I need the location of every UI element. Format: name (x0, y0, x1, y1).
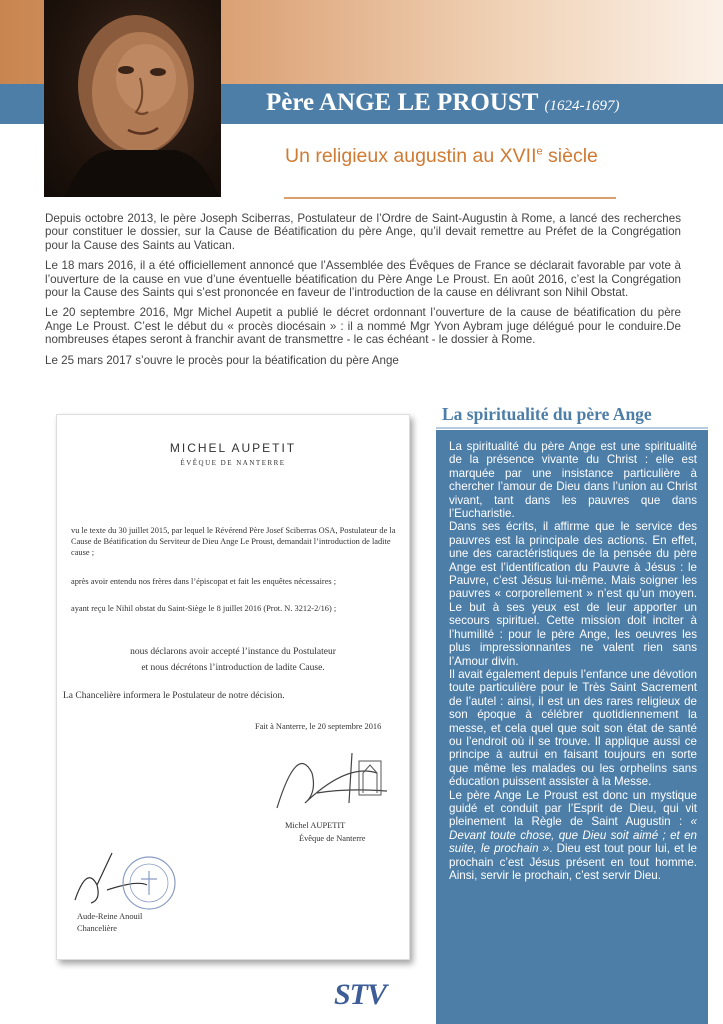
subtitle-divider (284, 197, 616, 199)
sidebar-title: La spiritualité du père Ange (442, 404, 652, 424)
portrait-illustration (44, 0, 221, 197)
letter-fait-a: Fait à Nanterre, le 20 septembre 2016 (255, 722, 382, 731)
subtitle-text-end: siècle (542, 145, 598, 167)
letter-chanceliere-line: La Chancelière informera le Postulateur de notre décision. (63, 691, 285, 701)
sidebar-paragraph-end: . Dieu est tout pour lui, et le prochain c’est Jésus présent en tout homme. Ainsi, servir le prochain, c’est servir Dieu. (449, 842, 697, 882)
subtitle-superscript: e (536, 145, 543, 158)
letter-declaration-1: nous déclarons avoir accepté l’instance du Postulateur (130, 647, 336, 657)
intro-paragraph: Le 18 mars 2016, il a été officiellement annoncé que l’Assemblée des Évêques de France se déclarait favorable par vote à l’ouverture de la cause en vue d’une éventuelle béatification du Père Ange Le Proust. En août 2016, c’est la Congrégation pour la Cause des Saints qui s’est prononcée en faveur de l’introduction de la cause en délivrant son Nihil Obstat. (45, 259, 681, 300)
intro-section (45, 212, 681, 374)
letter-apres-line: après avoir entendu nos frères dans l’épiscopat et fait les enquêtes nécessaires ; (71, 577, 337, 586)
intro-paragraph: Depuis octobre 2013, le père Joseph Sciberras, Postulateur de l’Ordre de Saint-Augustin à Rome, a lancé des recherches pour constituer le dossier, sur la Cause de Béatification du père Ange, qu’il devait remettre au Préfet de la Congrégation pour la Cause des Saints au Vatican. (45, 212, 681, 252)
letter-chanceliere-role: Chancelière (77, 924, 117, 933)
subtitle (285, 145, 598, 168)
sidebar-paragraph: La spiritualité du père Ange est une spiritualité de la présence vivante du Christ : elle est marquée par une insistance particulière à chercher l’amour de Dieu dans l’union au Christ vivant, tant dans les pauvres que dans l’Eucharistie. (449, 440, 697, 521)
letter-bishop-role: ÉVÊQUE DE NANTERRE (180, 459, 286, 467)
svg-text:STV: STV (333, 978, 387, 1011)
letter-ayant-line: ayant reçu le Nihil obstat du Saint-Siège le 8 juillet 2016 (Prot. N. 3212-2/16) ; (71, 604, 337, 613)
stv-logo (325, 975, 395, 1011)
sidebar-paragraph-start: Le père Ange Le Proust est donc un mystique guidé et conduit par l’Esprit de Dieu, qui vit pleinement la Règle de Saint Augustin : (449, 788, 697, 829)
intro-paragraph: Le 20 septembre 2016, Mgr Michel Aupetit a publié le décret ordonnant l’ouverture de la cause de béatification du père Ange Le Proust. C’est le début du « procès diocésain » : il a nommé Mgr Yvon Aybram juge délégué pour le conduire.De nombreuses étapes seront à franchir avant de transmettre - le cas échéant - le dossier à Rome. (45, 306, 681, 347)
sidebar-quote: « Devant toute chose, que Dieu soit aimé ; et en suite, le prochain » (449, 815, 697, 856)
title-text: Père ANGE LE PROUST (266, 89, 539, 116)
intro-paragraph: Le 25 mars 2017 s’ouvre le procès pour la béatification du père Ange (45, 353, 399, 367)
letter-signer-name: Michel AUPETIT (285, 821, 346, 830)
sidebar-paragraph (449, 789, 697, 883)
letter-declaration-2: et nous décrétons l’introduction de ladite Cause. (141, 663, 325, 673)
sidebar-paragraph: Dans ses écrits, il affirme que le service des pauvres est la principale des actions. En effet, une des caractéristiques de la pensée du père Ange est l’identification du Pauvre à Jésus : le Pauvre, c’est Jésus lui-même. Mais soigner les pauvres « corporellement » n’est qu’un moyen. Le but à ses yeux est de leur apporter un secours spirituel. Cette mission doit inciter à l’humilité : pour le père Ange, les oeuvres les plus impressionnantes ne valent rien sans l’Amour divin. (449, 520, 697, 668)
page-title (266, 86, 619, 120)
sidebar-divider (436, 427, 708, 429)
letter-vu-line: vu le texte du 30 juillet 2015, par lequel le Révérend Père Josef Sciberras OSA, Postulateur de la Cause de Béatification du Serviteur de Dieu Ange Le Proust, demandait l’introduction de ladite cause ; (71, 526, 396, 557)
subtitle-text: Un religieux augustin au XVII (285, 145, 537, 167)
sidebar-body (449, 440, 697, 882)
decree-letter-image (56, 414, 410, 960)
portrait-image (44, 0, 221, 197)
title-dates: (1624-1697) (544, 98, 620, 114)
letter-chanceliere-name: Aude-Reine Anouil (77, 912, 143, 921)
bishop-signature-icon (257, 733, 397, 823)
letter-signer-role: Évêque de Nanterre (299, 834, 366, 843)
sidebar-paragraph: Il avait également depuis l’enfance une dévotion toute particulière pour le Très Saint Sacrement de l’autel : ainsi, il est un des rares religieux de son époque à célébrer quotidiennement la messe, et cela quel que soit son état de santé ou l’endroit où il se trouve. Il applique aussi ce principe à autrui en faisant toujours en sorte que même les malades ou les orphelins sans éducation puissent assister à la Messe. (449, 667, 697, 789)
letter-bishop-name: MICHEL AUPETIT (169, 441, 297, 455)
